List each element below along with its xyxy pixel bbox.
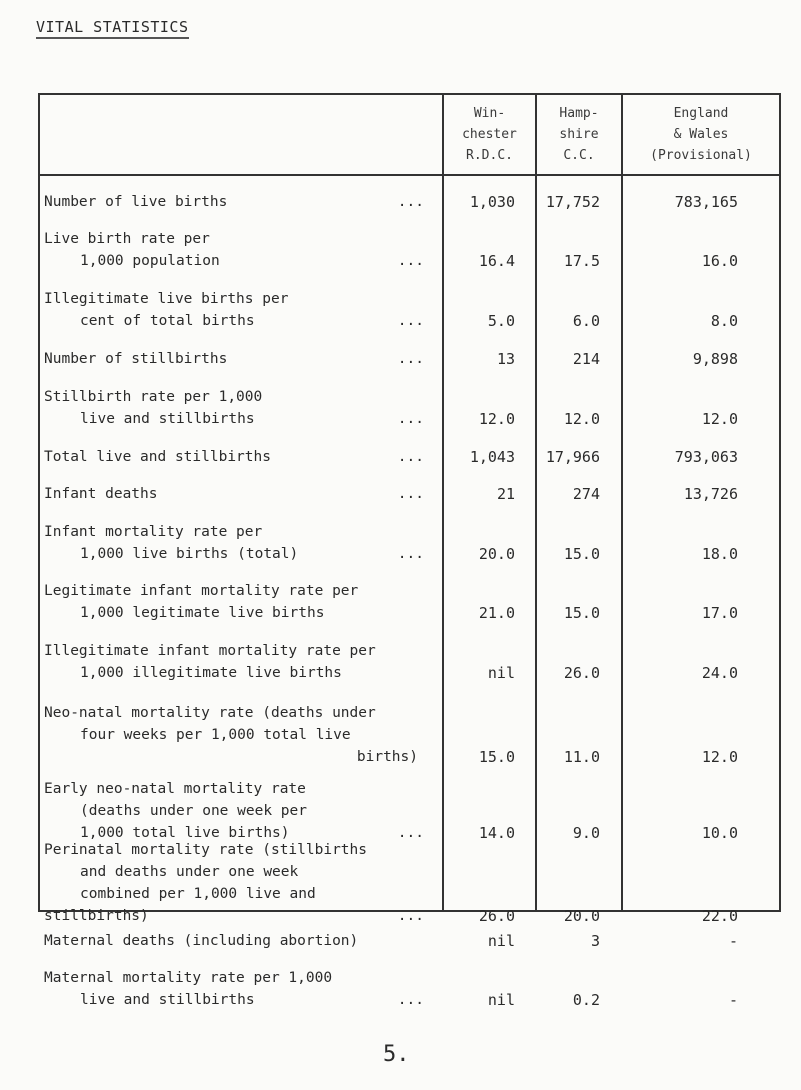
column-header-line: Win- [473,106,506,121]
row-label: Perinatal mortality rate (stillbirths and deaths under one week combined per 1,000 live and stillbirths) ... [44,839,424,927]
column-header-england-wales [623,103,779,166]
value-hampshire: 11.0 [563,748,600,766]
value-england-wales: - [728,991,738,1009]
value-winchester: 20.0 [478,545,515,563]
value-winchester: 5.0 [487,312,515,330]
header-divider [38,174,781,176]
column-header-hampshire [537,103,621,166]
row-label: Neo-natal mortality rate (deaths under four weeks per 1,000 total live births) [44,705,418,765]
row-label: Maternal deaths (including abortion) [44,933,359,949]
value-winchester: 15.0 [478,748,515,766]
value-hampshire: 15.0 [563,545,600,563]
value-hampshire: 3 [590,932,600,950]
page-heading: VITAL STATISTICS [36,18,189,39]
value-england-wales: 8.0 [710,312,738,330]
leader-dots: ... [397,194,424,210]
value-hampshire: 17.5 [563,252,600,270]
value-hampshire: 9.0 [572,824,600,842]
leader-dots: ... [397,546,424,562]
leader-dots: ... [397,992,424,1008]
value-winchester: 1,030 [469,193,515,211]
value-hampshire: 17,752 [545,193,600,211]
row-label: Illegitimate live births per cent of total births ... [44,288,424,332]
value-winchester: 1,043 [469,448,515,466]
page-number: 5. [383,1042,410,1067]
value-england-wales: 10.0 [701,824,738,842]
value-england-wales: 9,898 [692,350,738,368]
value-england-wales: 17.0 [701,604,738,622]
column-header-line: chester [462,127,517,142]
row-label: Infant deaths ... [44,483,424,505]
value-england-wales: - [728,932,738,950]
value-winchester: nil [487,932,515,950]
value-winchester: 13 [496,350,515,368]
column-divider [442,93,444,912]
row-label: Number of live births ... [44,191,424,213]
leader-dots: ... [397,253,424,269]
value-winchester: 21 [496,485,515,503]
value-hampshire: 17,966 [545,448,600,466]
row-label: Maternal mortality rate per 1,000 live and stillbirths ... [44,967,424,1011]
value-england-wales: 24.0 [701,664,738,682]
value-england-wales: 13,726 [683,485,738,503]
row-label: Legitimate infant mortality rate per 1,000 legitimate live births [44,583,359,621]
value-england-wales: 793,063 [674,448,738,466]
row-label: Illegitimate infant mortality rate per 1,000 illegitimate live births [44,643,376,681]
leader-dots: ... [397,411,424,427]
value-winchester: nil [487,664,515,682]
column-divider [621,93,623,912]
row-label: Live birth rate per 1,000 population ... [44,228,424,272]
value-hampshire: 0.2 [572,991,600,1009]
column-divider [535,93,537,912]
value-hampshire: 20.0 [563,907,600,925]
value-hampshire: 274 [572,485,600,503]
value-england-wales: 18.0 [701,545,738,563]
value-winchester: nil [487,991,515,1009]
value-england-wales: 783,165 [674,193,738,211]
value-hampshire: 6.0 [572,312,600,330]
leader-dots: ... [397,486,424,502]
row-label: Number of stillbirths ... [44,348,424,370]
value-winchester: 14.0 [478,824,515,842]
value-hampshire: 12.0 [563,410,600,428]
value-england-wales: 22.0 [701,907,738,925]
value-winchester: 21.0 [478,604,515,622]
value-hampshire: 214 [572,350,600,368]
leader-dots: ... [397,825,424,841]
column-header-line: (Provisional) [650,148,752,163]
row-label: Infant mortality rate per 1,000 live births (total) ... [44,521,424,565]
value-winchester: 16.4 [478,252,515,270]
leader-dots: ... [397,908,424,924]
value-england-wales: 16.0 [701,252,738,270]
value-england-wales: 12.0 [701,748,738,766]
column-header-line: Hamp- [559,106,599,121]
leader-dots: ... [397,449,424,465]
value-hampshire: 15.0 [563,604,600,622]
column-header-line: & Wales [673,127,729,142]
value-hampshire: 26.0 [563,664,600,682]
leader-dots: ... [397,351,424,367]
column-header-line: C.C. [563,148,595,163]
column-header-line: shire [559,127,599,142]
row-label: Early neo-natal mortality rate (deaths under one week per 1,000 total live births) ... [44,778,424,844]
leader-dots: ... [397,313,424,329]
row-label: Stillbirth rate per 1,000 live and stillbirths ... [44,386,424,430]
value-england-wales: 12.0 [701,410,738,428]
column-header-winchester [444,103,535,166]
column-header-line: R.D.C. [466,148,513,163]
value-winchester: 26.0 [478,907,515,925]
column-header-line: England [673,106,729,121]
row-label: Total live and stillbirths ... [44,446,424,468]
value-winchester: 12.0 [478,410,515,428]
